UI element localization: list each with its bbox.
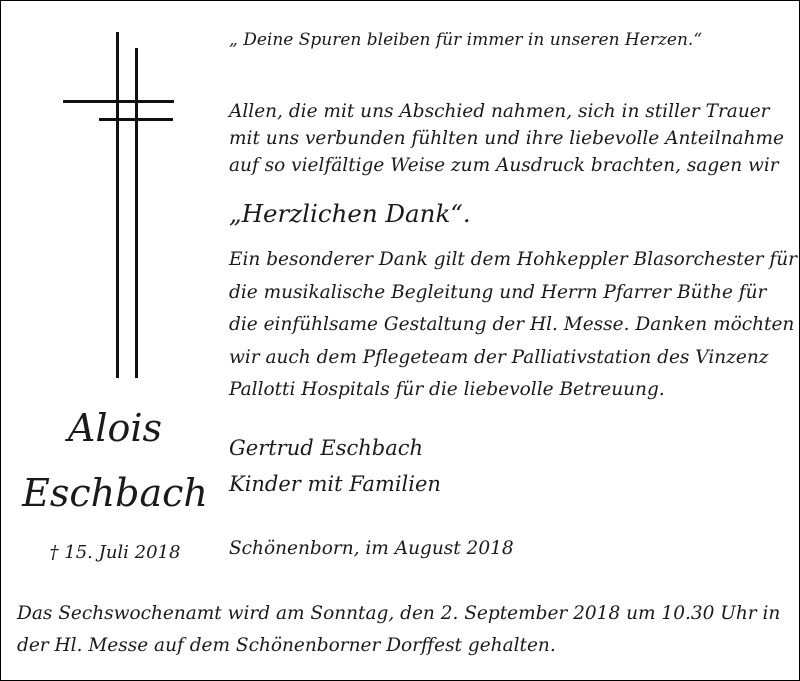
memorial-quote: „ Deine Spuren bleiben für immer in unseren Herzen.“ (229, 30, 703, 50)
special-thanks-paragraph (229, 244, 797, 407)
paragraph-line: auf so vielfältige Weise zum Ausdruck brachten, sagen wir (229, 155, 779, 177)
cross-horizontal-bar (63, 100, 174, 103)
death-date: † 15. Juli 2018 (49, 542, 181, 563)
paragraph-line: die musikalische Begleitung und Herrn Pfarrer Büthe für (229, 281, 767, 303)
cross-vertical-bar (116, 32, 119, 378)
thanks-paragraph (229, 98, 784, 180)
cross-vertical-bar (135, 48, 138, 378)
signature-name: Gertrud Eschbach (229, 436, 424, 460)
deceased-first-name: Alois (67, 406, 163, 450)
place-date: Schönenborn, im August 2018 (229, 538, 514, 559)
paragraph-line: Pallotti Hospitals für die liebevolle Betreuung. (229, 379, 665, 400)
signature-family: Kinder mit Familien (229, 472, 441, 496)
cross-horizontal-bar (99, 118, 173, 121)
paragraph-line: die einfühlsame Gestaltung der Hl. Messe. Danken möchten (229, 314, 795, 335)
paragraph-line: Ein besonderer Dank gilt dem Hohkeppler Blasorchester für (229, 249, 797, 270)
footer-line: Das Sechswochenamt wird am Sonntag, den 2. September 2018 um 10.30 Uhr in (17, 603, 781, 624)
deceased-last-name: Eschbach (22, 471, 208, 515)
thanks-heading: „Herzlichen Dank“. (229, 199, 471, 228)
service-announcement (17, 598, 787, 662)
paragraph-line: mit uns verbunden fühlten und ihre liebevolle Anteilnahme (229, 128, 784, 150)
footer-line: der Hl. Messe auf dem Schönenborner Dorffest gehalten. (17, 635, 556, 656)
paragraph-line: wir auch dem Pflegeteam der Palliativstation des Vinzenz (229, 346, 769, 368)
paragraph-line: Allen, die mit uns Abschied nahmen, sich in stiller Trauer (229, 101, 770, 122)
